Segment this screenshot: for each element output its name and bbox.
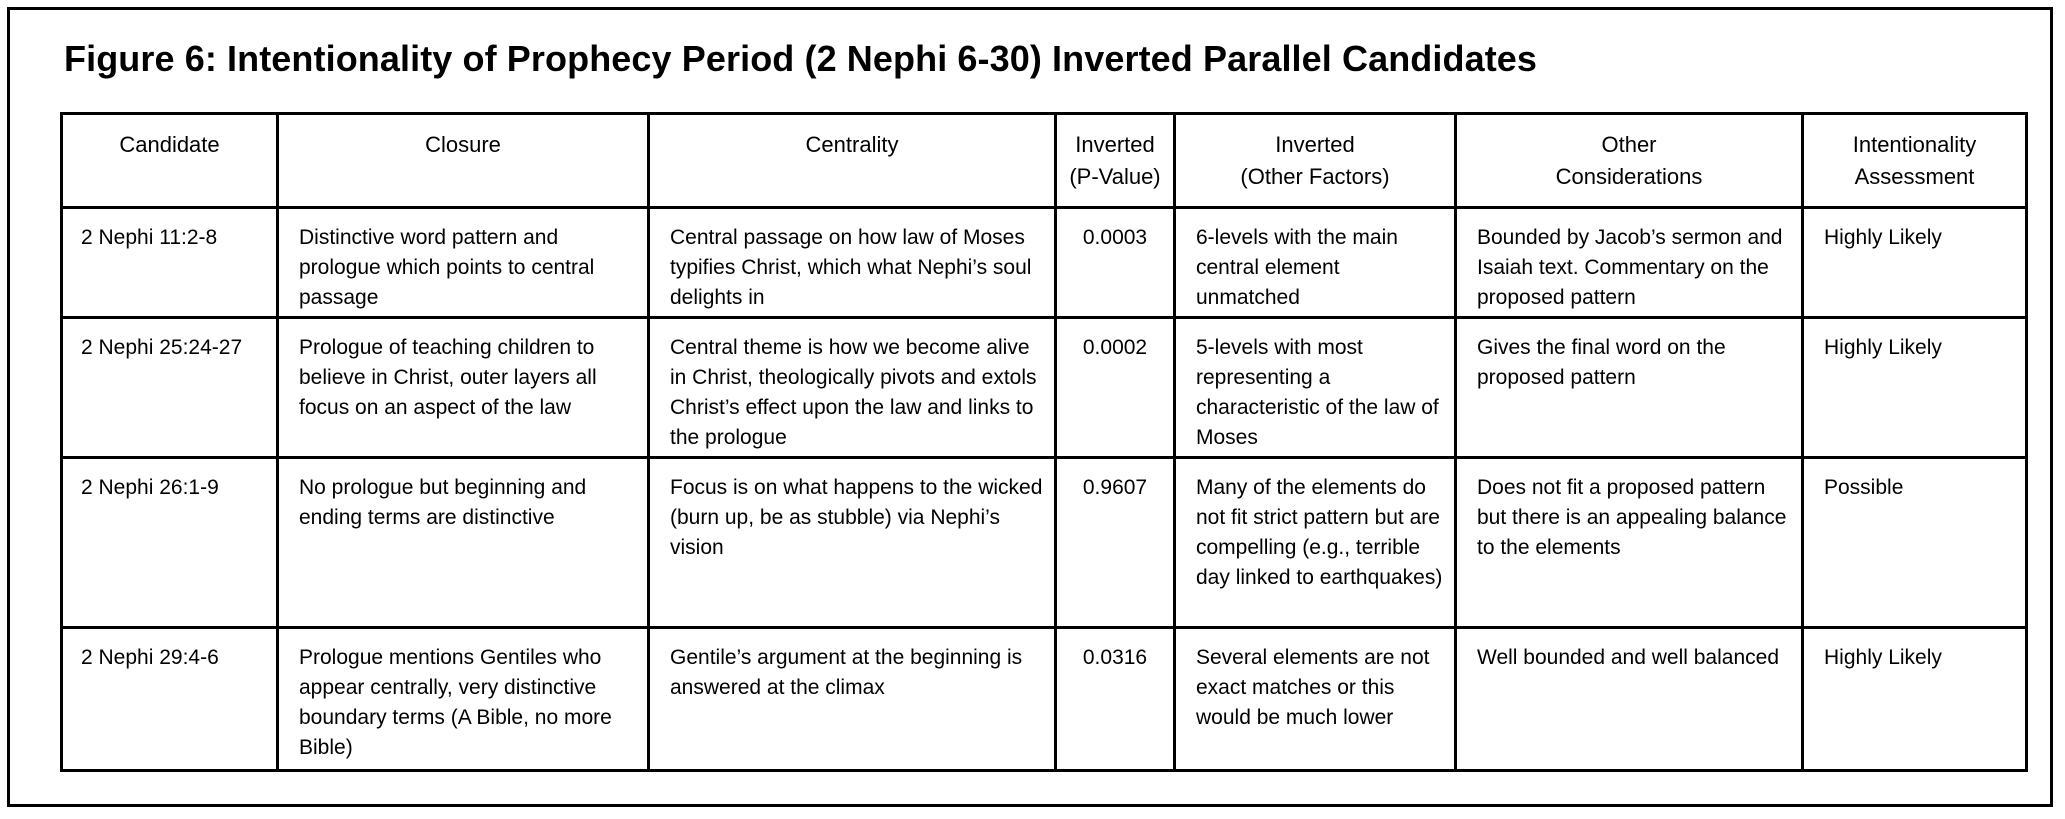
other-considerations-cell: Does not fit a proposed pattern but there is an appealing balance to the elements xyxy=(1456,458,1803,628)
table-row xyxy=(62,458,2027,628)
p-value-cell: 0.0002 xyxy=(1056,318,1175,458)
table-row xyxy=(62,318,2027,458)
centrality-cell: Gentile’s argument at the beginning is answered at the climax xyxy=(649,628,1056,771)
assessment-cell: Highly Likely xyxy=(1803,318,2027,458)
assessment-cell: Highly Likely xyxy=(1803,208,2027,318)
candidate-cell: 2 Nephi 26:1-9 xyxy=(62,458,278,628)
closure-cell: Prologue of teaching children to believe in Christ, outer layers all focus on an aspect of the law xyxy=(278,318,649,458)
table-row xyxy=(62,628,2027,771)
centrality-cell: Central passage on how law of Moses typifies Christ, which what Nephi’s soul delights in xyxy=(649,208,1056,318)
header-other-considerations: Other Considerations xyxy=(1456,114,1803,208)
centrality-cell: Central theme is how we become alive in Christ, theologically pivots and extols Christ’s effect upon the law and links to the prologue xyxy=(649,318,1056,458)
assessment-cell: Possible xyxy=(1803,458,2027,628)
p-value-cell: 0.9607 xyxy=(1056,458,1175,628)
p-value-cell: 0.0316 xyxy=(1056,628,1175,771)
table-row xyxy=(62,208,2027,318)
assessment-cell: Highly Likely xyxy=(1803,628,2027,771)
other-factors-cell: Several elements are not exact matches or this would be much lower xyxy=(1175,628,1456,771)
other-factors-cell: Many of the elements do not fit strict pattern but are compelling (e.g., terrible day linked to earthquakes) xyxy=(1175,458,1456,628)
candidate-cell: 2 Nephi 25:24-27 xyxy=(62,318,278,458)
closure-cell: Distinctive word pattern and prologue which points to central passage xyxy=(278,208,649,318)
other-considerations-cell: Bounded by Jacob’s sermon and Isaiah text. Commentary on the proposed pattern xyxy=(1456,208,1803,318)
header-inverted-p-value: Inverted (P-Value) xyxy=(1056,114,1175,208)
p-value-cell: 0.0003 xyxy=(1056,208,1175,318)
header-centrality: Centrality xyxy=(649,114,1056,208)
candidate-cell: 2 Nephi 11:2-8 xyxy=(62,208,278,318)
closure-cell: No prologue but beginning and ending terms are distinctive xyxy=(278,458,649,628)
header-candidate: Candidate xyxy=(62,114,278,208)
figure-title: Figure 6: Intentionality of Prophecy Period (2 Nephi 6-30) Inverted Parallel Candidates xyxy=(64,38,1538,79)
candidate-cell: 2 Nephi 29:4-6 xyxy=(62,628,278,771)
candidates-table xyxy=(60,112,2028,772)
other-factors-cell: 5-levels with most representing a characteristic of the law of Moses xyxy=(1175,318,1456,458)
centrality-cell: Focus is on what happens to the wicked (burn up, be as stubble) via Nephi’s vision xyxy=(649,458,1056,628)
other-factors-cell: 6-levels with the main central element unmatched xyxy=(1175,208,1456,318)
header-row xyxy=(62,114,2027,208)
header-closure: Closure xyxy=(278,114,649,208)
other-considerations-cell: Gives the final word on the proposed pattern xyxy=(1456,318,1803,458)
header-inverted-other-factors: Inverted (Other Factors) xyxy=(1175,114,1456,208)
closure-cell: Prologue mentions Gentiles who appear centrally, very distinctive boundary terms (A Bible, no more Bible) xyxy=(278,628,649,771)
header-intentionality-assessment: Intentionality Assessment xyxy=(1803,114,2027,208)
other-considerations-cell: Well bounded and well balanced xyxy=(1456,628,1803,771)
